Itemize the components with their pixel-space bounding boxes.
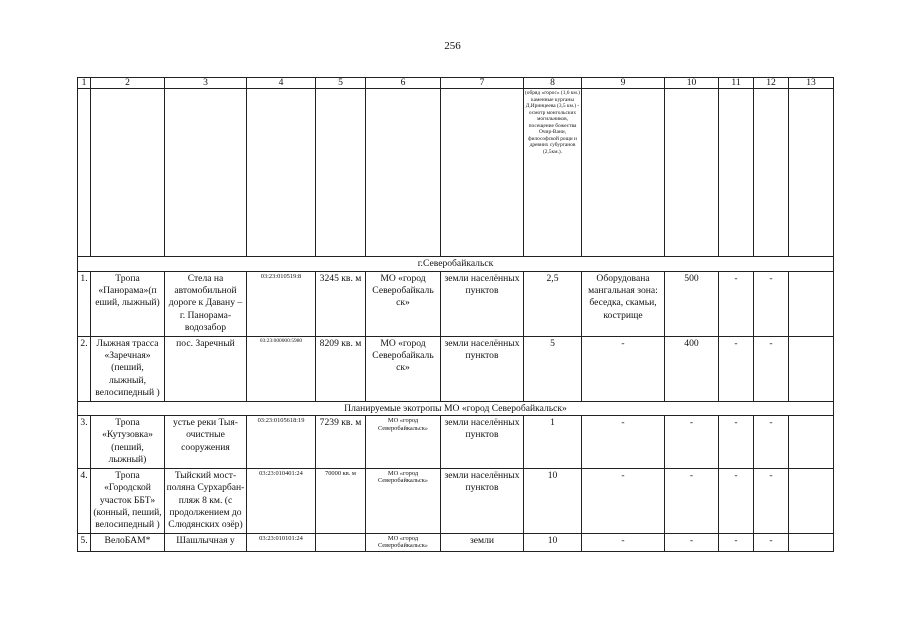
cadastral-number: 03:23:010101:24: [247, 533, 316, 551]
length: 10: [524, 468, 582, 533]
row-number: 2.: [78, 336, 91, 401]
col11: -: [719, 271, 754, 336]
header-cell: 9: [582, 78, 665, 89]
header-cell: 4: [247, 78, 316, 89]
header-cell: 12: [754, 78, 789, 89]
infrastructure: -: [582, 416, 665, 469]
route-points: пос. Заречный: [165, 336, 247, 401]
header-cell: 10: [665, 78, 719, 89]
municipality: МО «город Северобайкаль ск»: [366, 271, 441, 336]
header-row: [78, 78, 834, 89]
route-name: Тропа «Городской участок ББТ» (конный, пеший, велосипедный ): [91, 468, 165, 533]
area: [316, 533, 366, 551]
table-row: [78, 468, 834, 533]
infrastructure: -: [582, 336, 665, 401]
route-name: Тропа «Кутузовка» (пеший, лыжный): [91, 416, 165, 469]
cadastral-number: 03:23:000000:5980: [247, 336, 316, 401]
header-cell: 1: [78, 78, 91, 89]
municipality: МО «город Северобайкальск»: [366, 533, 441, 551]
land-category: земли населённых пунктов: [441, 416, 524, 469]
col11: -: [719, 468, 754, 533]
table-row: [78, 416, 834, 469]
cadastral-number: 03:23:0105618:19: [247, 416, 316, 469]
table-row: [78, 271, 834, 336]
col11: -: [719, 533, 754, 551]
section-row: [78, 257, 834, 272]
col13: [789, 336, 834, 401]
route-name: ВелоБАМ*: [91, 533, 165, 551]
col10: -: [665, 468, 719, 533]
col12: -: [754, 336, 789, 401]
col13: [789, 271, 834, 336]
header-cell: 3: [165, 78, 247, 89]
header-cell: 11: [719, 78, 754, 89]
col10: -: [665, 533, 719, 551]
municipality: МО «город Северобайкаль ск»: [366, 336, 441, 401]
row-number: 4.: [78, 468, 91, 533]
route-points: Шашлычная у: [165, 533, 247, 551]
objects-table: [77, 77, 834, 552]
land-category: земли населённых пунктов: [441, 336, 524, 401]
row-number: 1.: [78, 271, 91, 336]
route-points: устье реки Тыя- очистные сооружения: [165, 416, 247, 469]
route-name: Тропа «Панорама»(п еший, лыжный): [91, 271, 165, 336]
col12: -: [754, 533, 789, 551]
land-category: земли: [441, 533, 524, 551]
infrastructure: -: [582, 533, 665, 551]
length: 10: [524, 533, 582, 551]
row-number: 3.: [78, 416, 91, 469]
area: 8209 кв. м: [316, 336, 366, 401]
area: 7239 кв. м: [316, 416, 366, 469]
header-cell: 2: [91, 78, 165, 89]
header-cell: 7: [441, 78, 524, 89]
route-points: Стела на автомобильной дороге к Давану – г. Панорама-водозабор: [165, 271, 247, 336]
header-cell: 8: [524, 78, 582, 89]
continuation-route-cell: (обряд «горос» (1,6 км.) каменные курганы Д.Иринцеева (3,5 км.) - осмотр монгольских могильников, посещение божества Очир-Вани, философской рощи и древних субурганов (2,5км.).: [524, 89, 582, 257]
page-number: 256: [444, 40, 461, 52]
col12: -: [754, 416, 789, 469]
col13: [789, 468, 834, 533]
infrastructure: Оборудована мангальная зона: беседка, скамьи, кострище: [582, 271, 665, 336]
col10: 500: [665, 271, 719, 336]
route-points: Тыйский мост-поляна Сурхарбан-пляж 8 км. (с продолжением до Слюдянских озёр): [165, 468, 247, 533]
col12: -: [754, 468, 789, 533]
route-name: Лыжная трасса «Заречная» (пеший, лыжный, велосипедный ): [91, 336, 165, 401]
table-row: [78, 336, 834, 401]
section-row: [78, 401, 834, 416]
land-category: земли населённых пунктов: [441, 271, 524, 336]
header-cell: 6: [366, 78, 441, 89]
area: 3245 кв. м: [316, 271, 366, 336]
header-cell: 13: [789, 78, 834, 89]
infrastructure: -: [582, 468, 665, 533]
area: 70000 кв. м: [316, 468, 366, 533]
col12: -: [754, 271, 789, 336]
col11: -: [719, 336, 754, 401]
header-cell: 5: [316, 78, 366, 89]
municipality: МО «город Северобайкальск»: [366, 468, 441, 533]
municipality: МО «город Северобайкальск»: [366, 416, 441, 469]
land-category: земли населённых пунктов: [441, 468, 524, 533]
col10: 400: [665, 336, 719, 401]
section-title: г.Северобайкальск: [78, 257, 834, 272]
cadastral-number: 03:23:010519:8: [247, 271, 316, 336]
row-number: 5.: [78, 533, 91, 551]
cadastral-number: 03:23:010401:24: [247, 468, 316, 533]
length: 2,5: [524, 271, 582, 336]
length: 1: [524, 416, 582, 469]
section-title: Планируемые экотропы МО «город Северобайкальск»: [78, 401, 834, 416]
col13: [789, 533, 834, 551]
col13: [789, 416, 834, 469]
continuation-row: [78, 89, 834, 257]
table-row: [78, 533, 834, 551]
col10: -: [665, 416, 719, 469]
col11: -: [719, 416, 754, 469]
length: 5: [524, 336, 582, 401]
